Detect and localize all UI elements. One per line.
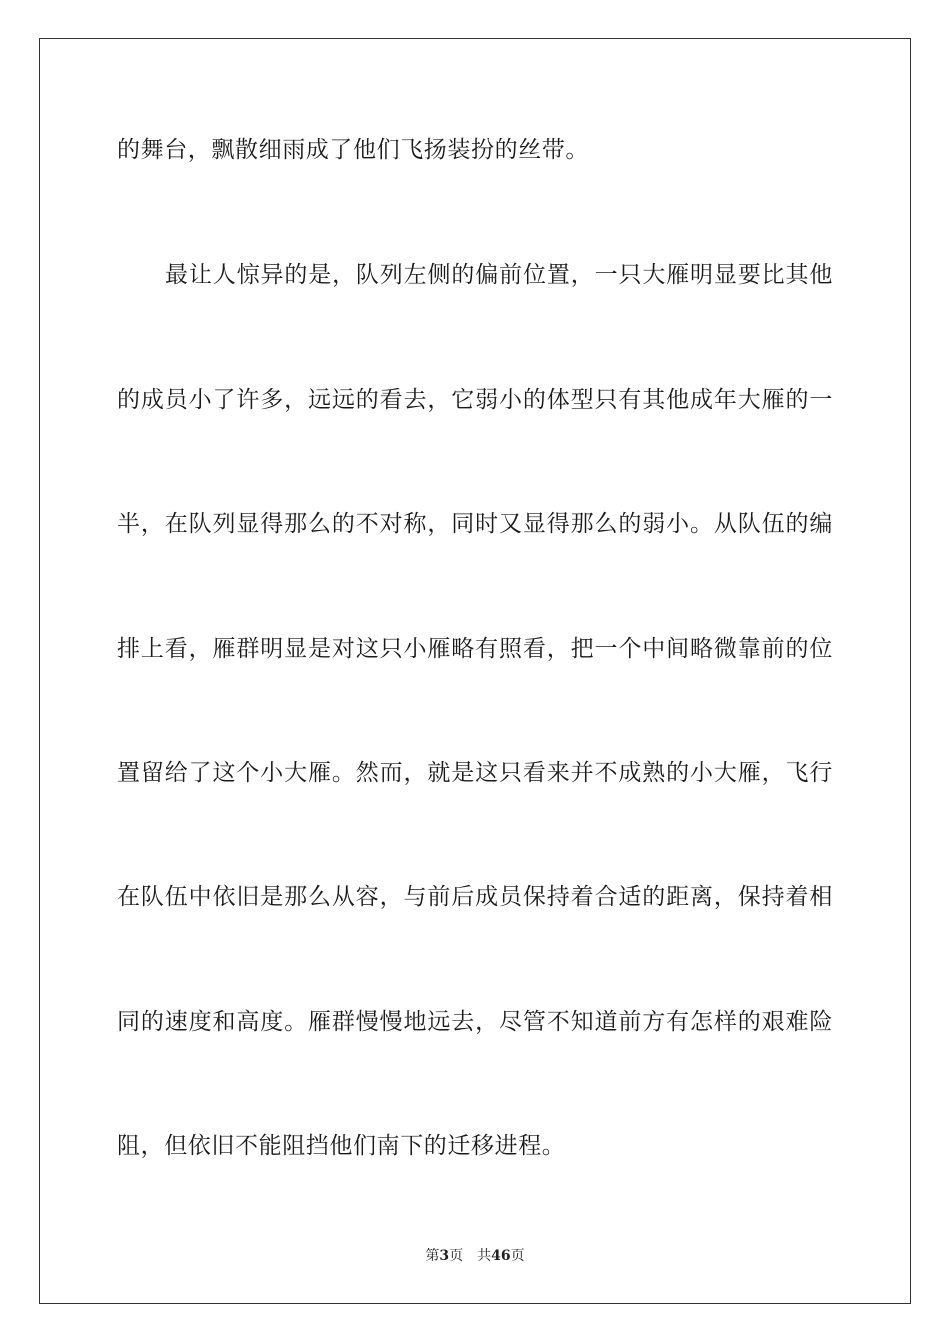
paragraph-line-6: 置留给了这个小大雁。然而，就是这只看来并不成熟的小大雁，飞行	[117, 760, 833, 786]
page-total: 46	[491, 1248, 511, 1264]
paragraph-line-4: 半，在队列显得那么的不对称，同时又显得那么的弱小。从队伍的编	[117, 511, 833, 537]
paragraph-line-2: 最让人惊异的是，队列左侧的偏前位置，一只大雁明显要比其他	[165, 262, 833, 288]
paragraph-line-7: 在队伍中依旧是那么从容，与前后成员保持着合适的距离，保持着相	[117, 884, 833, 910]
paragraph-line-5: 排上看，雁群明显是对这只小雁略有照看，把一个中间略微靠前的位	[117, 636, 833, 662]
paragraph-line-3: 的成员小了许多，远远的看去，它弱小的体型只有其他成年大雁的一	[117, 387, 833, 413]
page-current: 3	[439, 1248, 450, 1264]
total-prefix: 共	[477, 1248, 492, 1264]
total-suffix: 页	[510, 1248, 525, 1264]
paragraph-line-9: 阻，但依旧不能阻挡他们南下的迁移进程。	[117, 1133, 566, 1159]
page-footer	[0, 1247, 950, 1265]
page-suffix: 页	[449, 1248, 464, 1264]
paragraph-line-1: 的舞台，飘散细雨成了他们飞扬装扮的丝带。	[117, 137, 589, 163]
page-border	[39, 38, 911, 1304]
page-prefix: 第	[425, 1248, 440, 1264]
paragraph-line-8: 同的速度和高度。雁群慢慢地远去，尽管不知道前方有怎样的艰难险	[117, 1009, 833, 1035]
